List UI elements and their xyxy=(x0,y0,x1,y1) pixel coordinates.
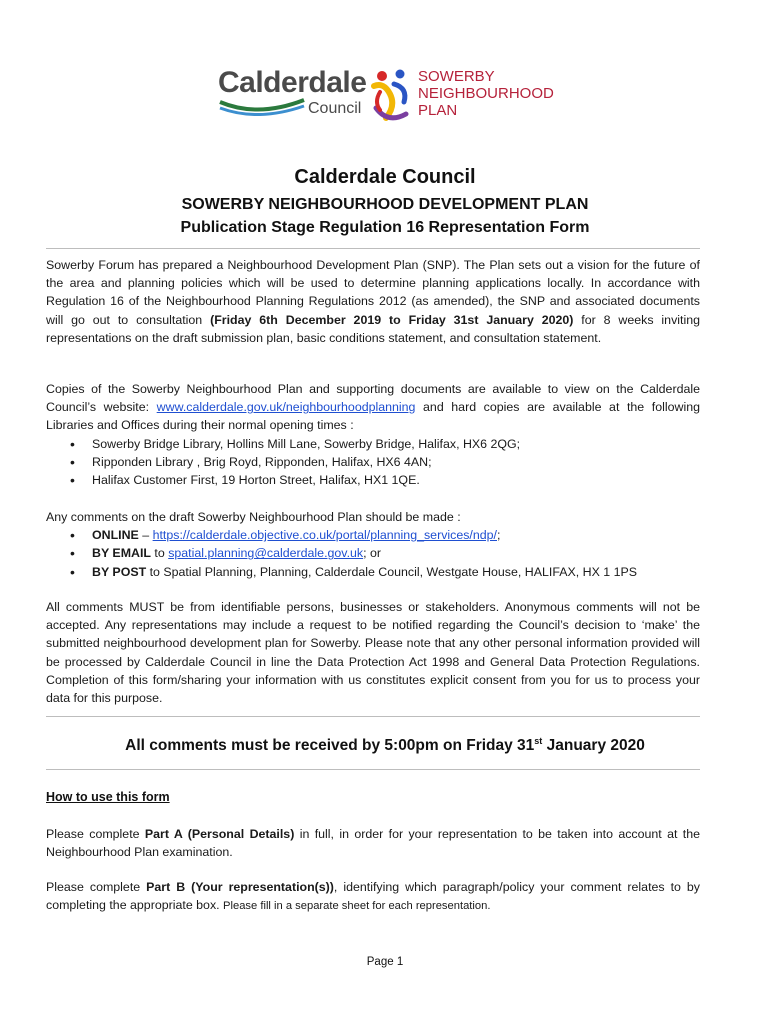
part-a-instructions xyxy=(46,825,700,861)
calderdale-council-logo xyxy=(218,66,368,126)
divider xyxy=(46,248,700,249)
part-a-pre: Please complete xyxy=(46,827,145,841)
comments-intro: Any comments on the draft Sowerby Neighbourhood Plan should be made : xyxy=(46,510,461,524)
deadline-text: All comments must be received by 5:00pm on Friday 31 xyxy=(125,737,535,755)
deadline-suffix: st xyxy=(534,736,543,746)
email-link[interactable]: spatial.planning@calderdale.gov.uk xyxy=(168,546,364,561)
post-address: to Spatial Planning, Planning, Calderdale Council, Westgate House, HALIFAX, HX 1 1PS xyxy=(146,564,638,579)
list-item: • Halifax Customer First, 19 Horton Street, Halifax, HX1 1QE. xyxy=(46,471,700,489)
plan-title: SOWERBY NEIGHBOURHOOD DEVELOPMENT PLAN xyxy=(181,196,589,213)
post-label: BY POST xyxy=(92,564,147,579)
email-label: BY EMAIL xyxy=(92,546,151,561)
online-label: ONLINE xyxy=(92,528,139,543)
part-a-post: in full, in order for your representation to be taken into account at the Neighbourhood Plan examination. xyxy=(46,827,700,860)
comments-paragraph xyxy=(46,508,700,581)
data-protection-notice: All comments MUST be from identifiable persons, businesses or stakeholders. Anonymous comments will not be accepted. Any representations may include a request to be notified regarding the Council’s decision to ‘make’ the submitted neighbourhood development plan for Sowerby. Please note that any other personal information provided will be processed by Calderdale Council in line the Data Protection Act 1998 and General Data Protection Regulations. Completion of this form/sharing your information with us constitutes explicit consent from you for us to process your data for this purpose. xyxy=(46,600,700,706)
snp-logo-line: SOWERBY xyxy=(418,68,495,85)
copies-text-end: and hard copies are available at the following Libraries and Offices during their normal opening times : xyxy=(46,400,700,433)
copies-text: Copies of the Sowerby Neighbourhood Plan and supporting documents are available to view on the Calderdale Council’s website: xyxy=(46,382,700,415)
part-b-instructions xyxy=(46,878,700,915)
page-title: Calderdale Council xyxy=(294,166,476,188)
list-item: • Ripponden Library , Brig Royd, Ripponden, Halifax, HX6 4AN; xyxy=(46,453,700,471)
sowerby-neighbourhood-plan-logo xyxy=(370,68,580,128)
how-to-heading: How to use this form xyxy=(46,790,170,804)
deadline-banner xyxy=(0,736,770,755)
part-b-pre: Please complete xyxy=(46,880,147,894)
email-end: ; or xyxy=(363,546,382,561)
divider xyxy=(46,716,700,717)
deadline-text-end: January 2020 xyxy=(542,737,645,755)
punctuation: ; xyxy=(497,528,501,543)
list-item-post xyxy=(46,563,700,581)
comment-methods-list xyxy=(46,526,700,581)
intro-text: Sowerby Forum has prepared a Neighbourhood Development Plan (SNP). The Plan sets out a vision for the future of the area and planning policies which will be used to determine planning applications locally. In accordance with Regulation 16 of the Neighbourhood Planning Regulations 2012 (as amended), the SNP and associated documents will go out to consultation xyxy=(46,258,700,327)
online-portal-link[interactable]: https://calderdale.objective.co.uk/portal/planning_services/ndp/ xyxy=(152,528,497,543)
neighbourhood-planning-link[interactable]: www.calderdale.gov.uk/neighbourhoodplanning xyxy=(156,400,416,415)
header-logos xyxy=(218,66,578,128)
intro-text-end: for 8 weeks inviting representations on the draft submission plan, basic conditions statement, and consultation statement. xyxy=(46,312,700,345)
snp-logo-text xyxy=(418,68,554,119)
consultation-dates: (Friday 6th December 2019 to Friday 31st January 2020) xyxy=(210,312,574,327)
people-figures-icon xyxy=(370,68,416,128)
part-b-label: Part B (Your representation(s)) xyxy=(146,880,334,894)
separator: – xyxy=(138,528,153,543)
copies-paragraph xyxy=(46,380,700,489)
divider xyxy=(46,769,700,770)
form-title: Publication Stage Regulation 16 Representation Form xyxy=(180,219,590,236)
page-number: Page 1 xyxy=(366,956,404,968)
list-item-email xyxy=(46,544,700,562)
list-item-online xyxy=(46,526,700,544)
intro-paragraph xyxy=(46,256,700,347)
council-swoosh-icon xyxy=(218,96,308,116)
council-logo-subtitle: Council xyxy=(308,100,362,117)
snp-logo-line: NEIGHBOURHOOD xyxy=(418,85,554,102)
locations-list xyxy=(46,435,700,490)
part-b-note: Please fill in a separate sheet for each representation. xyxy=(223,900,491,913)
list-item: • Sowerby Bridge Library, Hollins Mill Lane, Sowerby Bridge, Halifax, HX6 2QG; xyxy=(46,435,700,453)
snp-logo-line: PLAN xyxy=(418,102,458,119)
email-to: to xyxy=(150,546,169,561)
part-a-label: Part A (Personal Details) xyxy=(144,827,295,841)
council-logo-wordmark: Calderdale xyxy=(218,66,367,99)
part-b-post: , identifying which paragraph/policy your comment relates to by completing the appropriate box. xyxy=(46,880,700,913)
